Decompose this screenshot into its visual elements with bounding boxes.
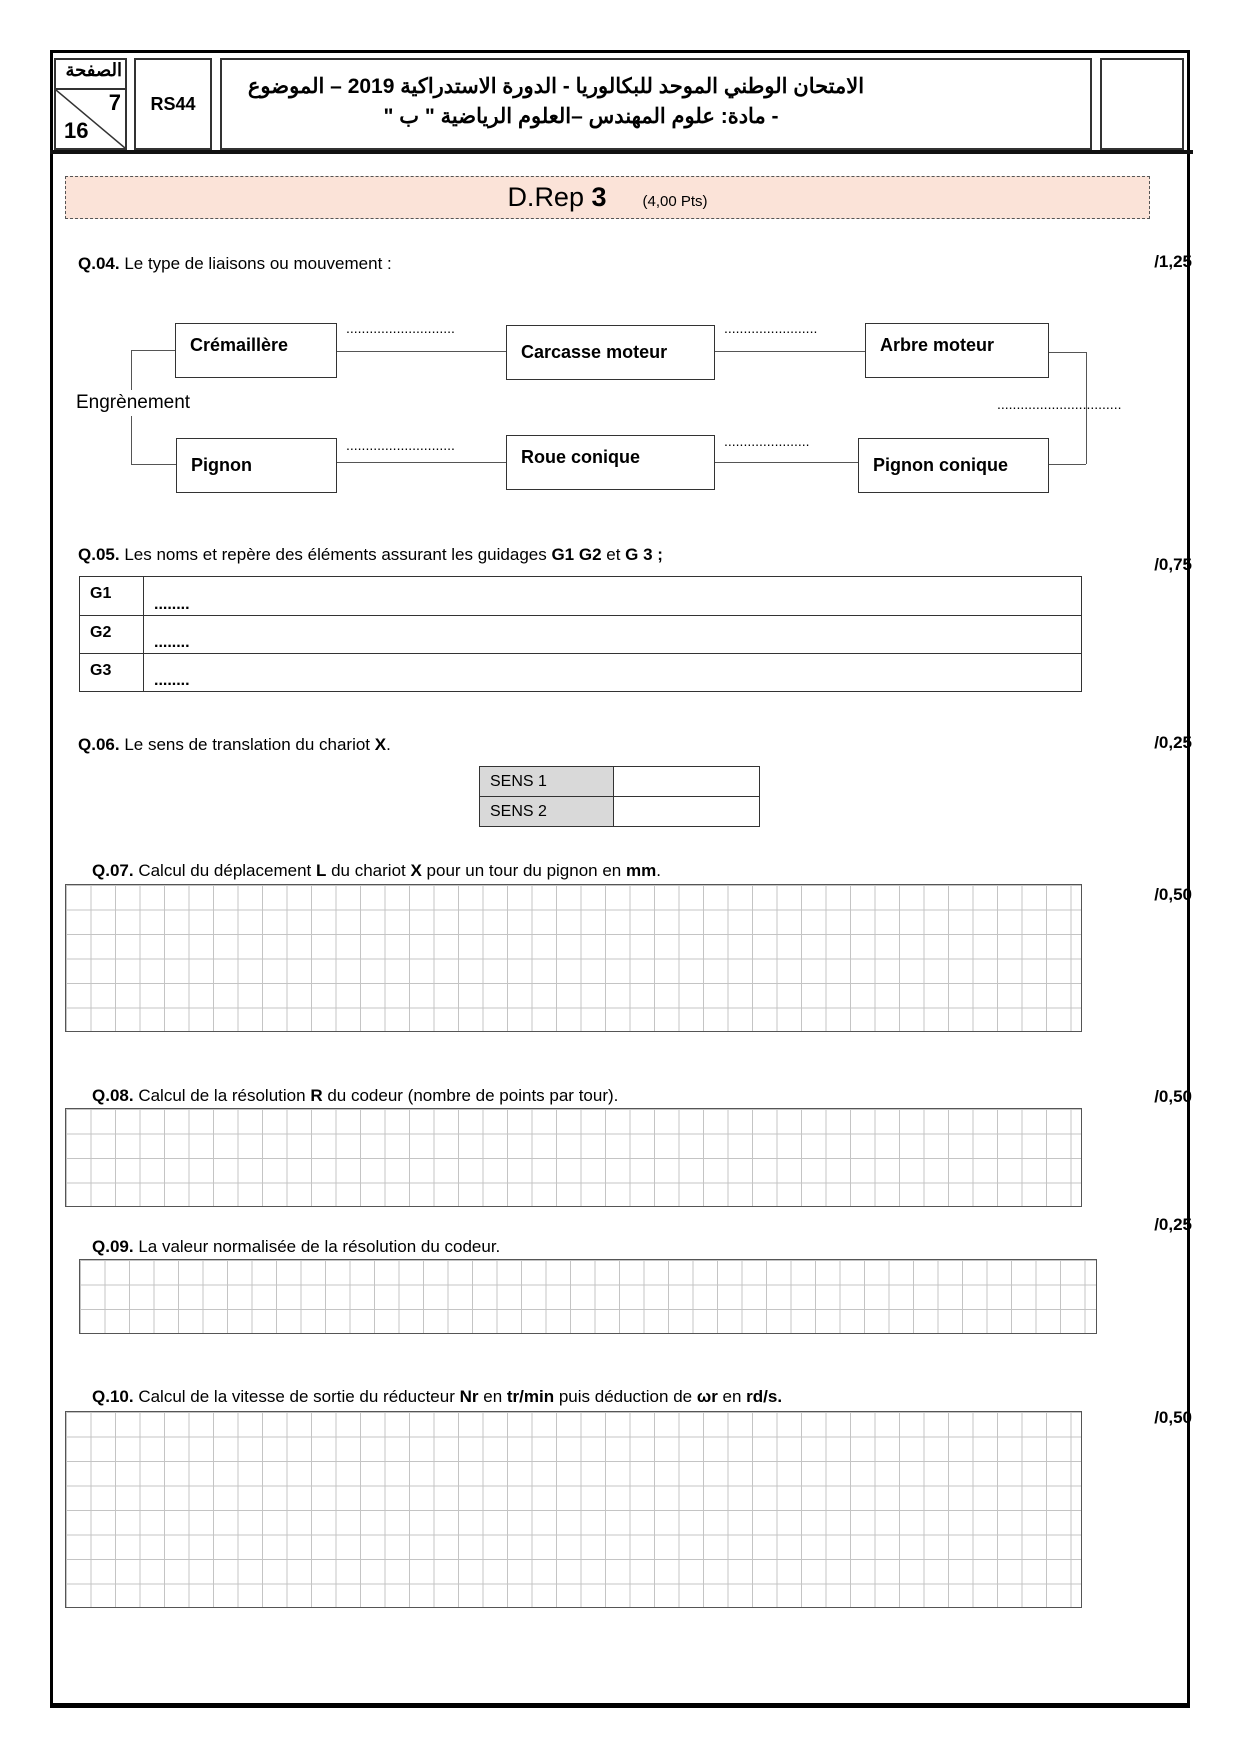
answer-blank-5[interactable]: ................................ [997,396,1122,412]
q10-text: Q.10. Calcul de la vitesse de sortie du réducteur Nr en tr/min puis déduction de ωr en rd/s. [92,1387,783,1406]
q07-text: Q.07. Calcul du déplacement L du chariot X pour un tour du pignon en mm. [92,861,661,880]
answer-blank-2[interactable]: ........................ [724,320,818,336]
box-cremaillere: Crémaillère [175,323,337,378]
answer-blank-4[interactable]: ...................... [724,433,810,449]
section-banner [65,176,1150,219]
box-pignon: Pignon [176,438,337,493]
blank-header-box [1100,58,1184,150]
sens-answer[interactable] [614,797,760,827]
q07-score: /0,50 [1154,885,1192,904]
q09-score: /0,25 [1154,1215,1192,1234]
page-number: 7 [108,90,121,115]
connector [715,462,858,463]
q07-answer-grid[interactable] [65,884,1082,1032]
connector [337,462,506,463]
page-number-box [54,58,127,150]
row-answer[interactable]: ........ [144,654,1082,692]
q08-score: /0,50 [1154,1087,1192,1106]
exam-title-line1: الامتحان الوطني الموحد للبكالوريا - الدورة الاستدراكية 2019 – الموضوع [247,75,865,98]
box-pignon-conique: Pignon conique [858,438,1049,493]
q10-answer-grid[interactable] [65,1411,1082,1608]
box-arbre-moteur: Arbre moteur [865,323,1049,378]
table-row [80,654,1082,692]
page-total: 16 [64,118,89,143]
connector [337,351,506,352]
box-roue-conique: Roue conique [506,435,715,490]
answer-blank-3[interactable]: ............................ [346,437,455,453]
q08-text: Q.08. Calcul de la résolution R du codeur (nombre de points par tour). [92,1086,619,1105]
exam-code: RS44 [134,58,212,150]
q04-text: Q.04. Le type de liaisons ou mouvement : [78,254,392,273]
banner-points: (4,00 Pts) [642,193,708,210]
connector [1049,352,1086,353]
connector [131,350,176,351]
guidage-table [79,576,1082,692]
sens-label: SENS 2 [480,797,614,827]
header-separator [50,150,1193,154]
row-answer[interactable]: ........ [144,616,1082,654]
box-carcasse-moteur: Carcasse moteur [506,325,715,380]
q05-text: Q.05. Les noms et repère des éléments assurant les guidages G1 G2 et G 3 ; [78,545,663,564]
connector [131,464,176,465]
page-label: الصفحة [56,60,125,90]
q06-score: /0,25 [1154,733,1192,752]
q09-answer-grid[interactable] [79,1259,1097,1334]
table-row [480,767,760,797]
q09-text: Q.09. La valeur normalisée de la résolution du codeur. [92,1237,501,1256]
q06-text: Q.06. Le sens de translation du chariot X. [78,735,391,754]
banner-title: D.Rep [507,182,584,212]
sens-table [479,766,760,827]
engrenement-label: Engrènement [76,390,190,416]
table-row [80,577,1082,616]
row-label: G3 [80,654,144,692]
answer-blank-1[interactable]: ............................ [346,320,455,336]
exam-title-box [220,58,1092,150]
table-row [480,797,760,827]
q08-answer-grid[interactable] [65,1108,1082,1207]
row-label: G2 [80,616,144,654]
q05-score: /0,75 [1154,555,1192,574]
q04-score: /1,25 [1154,252,1192,271]
q10-score: /0,50 [1154,1408,1192,1427]
row-label: G1 [80,577,144,616]
connector [1049,464,1086,465]
sens-label: SENS 1 [480,767,614,797]
banner-number: 3 [591,182,607,212]
sens-answer[interactable] [614,767,760,797]
connector [715,351,865,352]
table-row [80,616,1082,654]
row-answer[interactable]: ........ [144,577,1082,616]
exam-title-line2: - مادة: علوم المهندس –العلوم الرياضية " ب " [383,105,779,128]
